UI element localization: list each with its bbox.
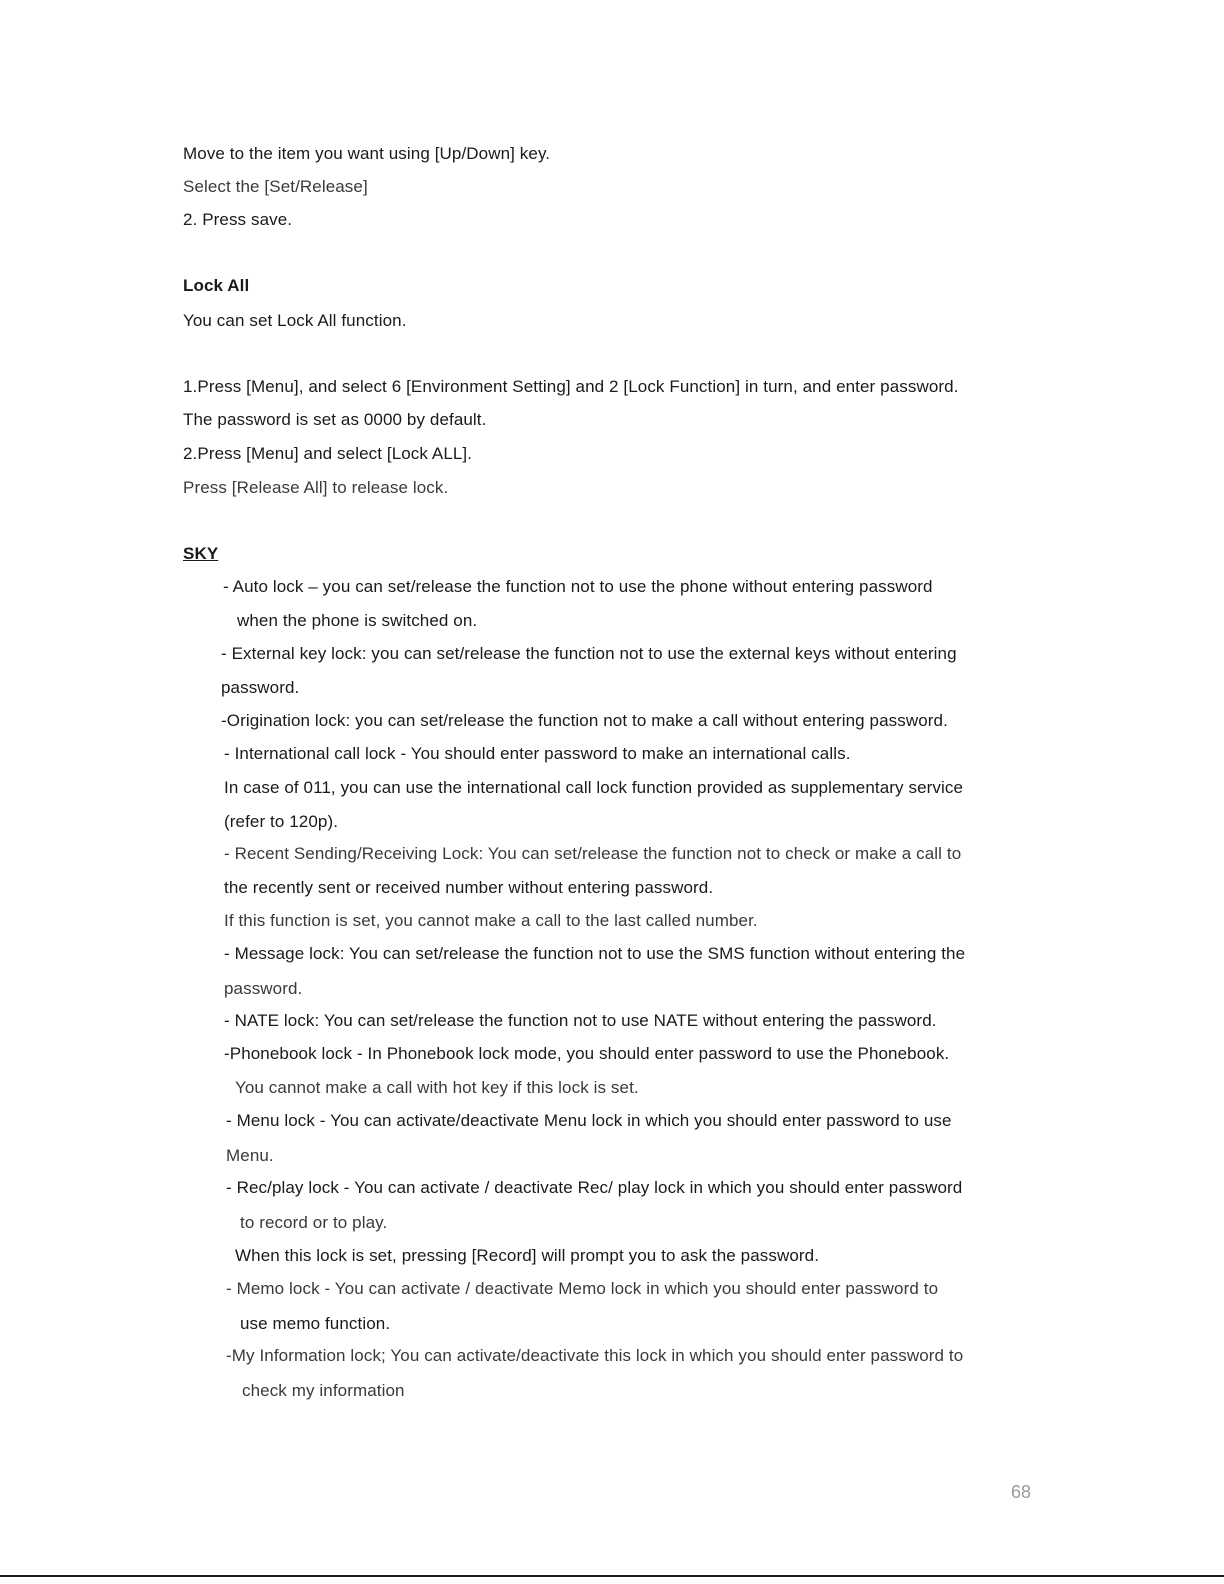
lock-all-step-1: 1.Press [Menu], and select 6 [Environment Setting] and 2 [Lock Function] in turn, and enter password. bbox=[183, 377, 959, 396]
sky-line: (refer to 120p). bbox=[224, 812, 339, 831]
sky-line: Menu. bbox=[226, 1146, 274, 1165]
lock-all-step-2: 2.Press [Menu] and select [Lock ALL]. bbox=[183, 444, 473, 463]
lock-all-heading: Lock All bbox=[183, 276, 250, 295]
sky-line: - Message lock: You can set/release the function not to use the SMS function without entering the bbox=[224, 944, 966, 963]
intro-line-3: 2. Press save. bbox=[183, 210, 293, 229]
sky-line: - Menu lock - You can activate/deactivate Menu lock in which you should enter password to use bbox=[226, 1111, 952, 1130]
sky-line: If this function is set, you cannot make a call to the last called number. bbox=[224, 911, 758, 930]
sky-line: password. bbox=[221, 678, 300, 697]
sky-line: password. bbox=[224, 979, 303, 998]
sky-line: to record or to play. bbox=[240, 1213, 388, 1232]
sky-line: -Phonebook lock - In Phonebook lock mode, you should enter password to use the Phonebook. bbox=[224, 1044, 950, 1063]
lock-all-release: Press [Release All] to release lock. bbox=[183, 478, 449, 497]
page-number: 68 bbox=[1011, 1482, 1032, 1502]
lock-all-default-password: The password is set as 0000 by default. bbox=[183, 410, 487, 429]
sky-line: - Auto lock – you can set/release the function not to use the phone without entering password bbox=[223, 577, 933, 596]
intro-line-2: Select the [Set/Release] bbox=[183, 177, 368, 196]
sky-line: When this lock is set, pressing [Record] will prompt you to ask the password. bbox=[235, 1246, 820, 1265]
bottom-rule bbox=[0, 1575, 1224, 1577]
sky-line: -My Information lock; You can activate/deactivate this lock in which you should enter password to bbox=[226, 1346, 964, 1365]
sky-line: In case of 011, you can use the international call lock function provided as supplementary service bbox=[224, 778, 964, 797]
intro-line-1: Move to the item you want using [Up/Down] key. bbox=[183, 144, 551, 163]
sky-line: - Memo lock - You can activate / deactivate Memo lock in which you should enter password to bbox=[226, 1279, 939, 1298]
sky-line: - Rec/play lock - You can activate / deactivate Rec/ play lock in which you should enter password bbox=[226, 1178, 963, 1197]
sky-heading: SKY bbox=[183, 544, 219, 563]
lock-all-description: You can set Lock All function. bbox=[183, 311, 407, 330]
sky-line: - International call lock - You should enter password to make an international calls. bbox=[224, 744, 851, 763]
sky-line: when the phone is switched on. bbox=[237, 611, 478, 630]
sky-line: check my information bbox=[242, 1381, 405, 1400]
sky-line: use memo function. bbox=[240, 1314, 391, 1333]
sky-line: - External key lock: you can set/release the function not to use the external keys without entering bbox=[221, 644, 957, 663]
sky-line: the recently sent or received number without entering password. bbox=[224, 878, 714, 897]
sky-line: - Recent Sending/Receiving Lock: You can set/release the function not to check or make a call to bbox=[224, 844, 962, 863]
sky-line: You cannot make a call with hot key if this lock is set. bbox=[235, 1078, 639, 1097]
sky-line: -Origination lock: you can set/release the function not to make a call without entering password. bbox=[221, 711, 948, 730]
sky-line: - NATE lock: You can set/release the function not to use NATE without entering the password. bbox=[224, 1011, 937, 1030]
